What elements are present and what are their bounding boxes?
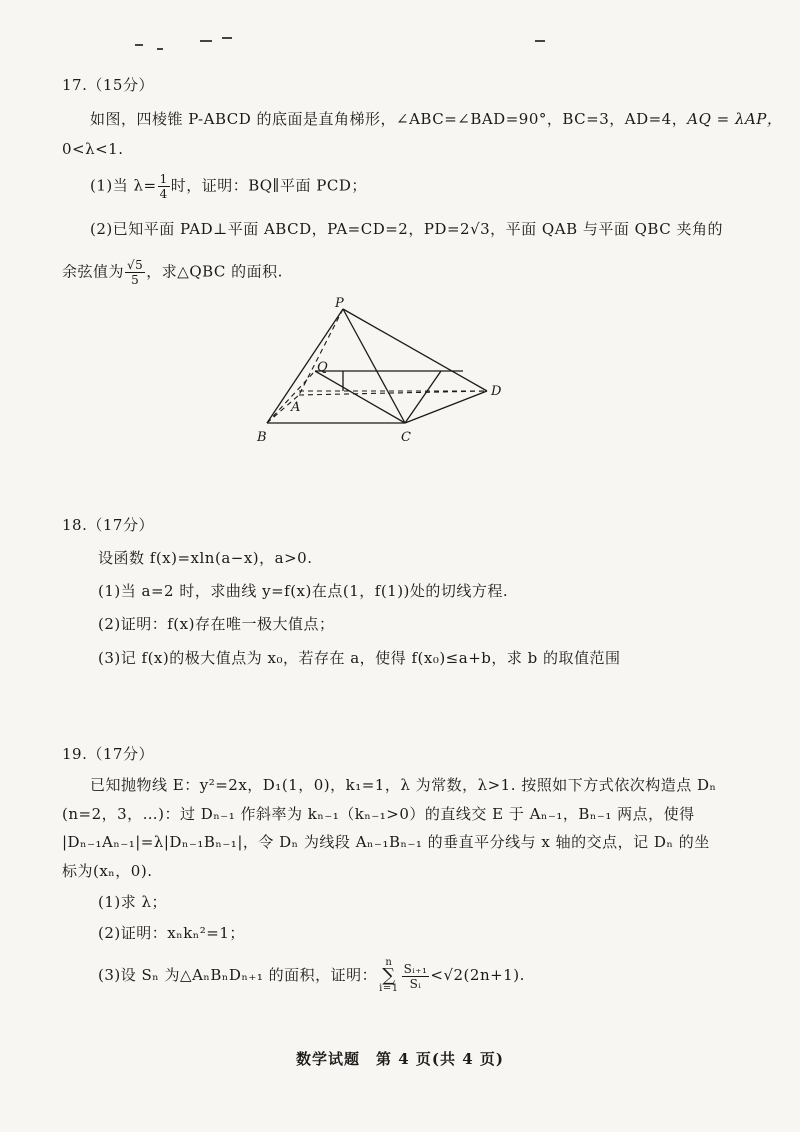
q17-part2-pre: 余弦值为 [62,262,125,281]
q17-vector-relation: AQ = λAP， [687,110,783,128]
q17-lambda-range: 0<λ<1. [62,140,124,158]
q17-part2-post: ，求△QBC 的面积. [146,262,283,281]
edge-CD [405,391,487,423]
q19-part3-fraction [402,962,430,991]
q17-part1-fraction [158,172,170,201]
q17-header: 17.（15分） [62,76,154,94]
label-C: C [401,430,411,445]
q17-part1 [90,172,367,201]
fraction-numerator: Sᵢ₊₁ [403,961,428,976]
q19-part1: (1)求 λ； [98,893,168,911]
summation [379,958,398,994]
q17-intro-text: 如图，四棱锥 P-ABCD 的底面是直角梯形，∠ABC=∠BAD=90°，BC=3，AD=4， [90,110,688,128]
scan-mark [535,40,545,42]
q19-part3-pre: (3)设 Sₙ 为△AₙBₙDₙ₊₁ 的面积，证明： [98,966,378,984]
q17-part2-fraction [125,258,145,287]
label-P: P [335,296,344,311]
q19-line2: (n=2，3，…)：过 Dₙ₋₁ 作斜率为 kₙ₋₁（kₙ₋₁>0）的直线交 E 于 Aₙ₋₁，Bₙ₋₁ 两点，使得 [62,805,695,823]
scan-mark [200,40,212,42]
q19-part3 [98,958,525,994]
q17-part1-post: 时，证明：BQ∥平面 PCD； [170,176,367,195]
fraction-denominator: 5 [131,273,140,287]
fraction-numerator: 1 [159,172,168,186]
q17-part1-pre: (1)当 λ= [90,176,157,195]
fraction-numerator: √5 [127,258,144,272]
q18-intro: 设函数 f(x)=xln(a−x)，a>0. [98,549,313,567]
q19-part3-post: <√2(2n+1). [430,966,525,984]
fraction-denominator: 4 [159,187,168,201]
q18-part2: (2)证明：f(x)存在唯一极大值点； [98,615,335,633]
label-B: B [257,430,267,445]
label-A: A [291,400,301,415]
scan-mark [157,48,163,50]
q18-part1: (1)当 a=2 时，求曲线 y=f(x)在点(1，f(1))处的切线方程. [98,582,509,600]
q19-part2: (2)证明：xₙkₙ²=1； [98,924,245,942]
q19-line3: |Dₙ₋₁Aₙ₋₁|=λ|Dₙ₋₁Bₙ₋₁|，令 Dₙ 为线段 Aₙ₋₁Bₙ₋₁ 的垂直平分线与 x 轴的交点，记 Dₙ 的坐 [62,833,710,851]
q17-intro [90,108,782,129]
edge-BQ [267,371,315,423]
q17-part2-cont [62,258,283,287]
sum-upper-limit: n [385,957,393,968]
q19-line4: 标为(xₙ，0). [62,862,153,880]
scan-mark [135,44,143,46]
aux-line [405,371,441,423]
label-Q: Q [317,360,328,375]
edge-PA [299,309,343,395]
label-D: D [491,384,502,399]
q18-header: 18.（17分） [62,516,154,534]
q17-part2: (2)已知平面 PAD⊥平面 ABCD，PA=CD=2，PD=2√3，平面 QAB 与平面 QBC 夹角的 [90,220,723,238]
q19-line1: 已知抛物线 E：y²=2x，D₁(1，0)，k₁=1，λ 为常数，λ>1. 按照如下方式依次构造点 Dₙ [90,776,717,794]
q19-header: 19.（17分） [62,745,154,763]
edge-AD [299,391,487,395]
scan-mark [222,37,232,39]
q18-part3: (3)记 f(x)的极大值点为 x₀，若存在 a，使得 f(x₀)≤a+b，求 b 的取值范围 [98,649,621,667]
sigma-symbol: ∑ [382,965,396,986]
sum-lower-limit: i=1 [379,983,399,994]
page-footer: 数学试题 第 4 页(共 4 页) [296,1050,504,1068]
pyramid-diagram [255,295,515,455]
fraction-denominator: Sᵢ [409,976,422,991]
edge-PB [267,309,343,423]
